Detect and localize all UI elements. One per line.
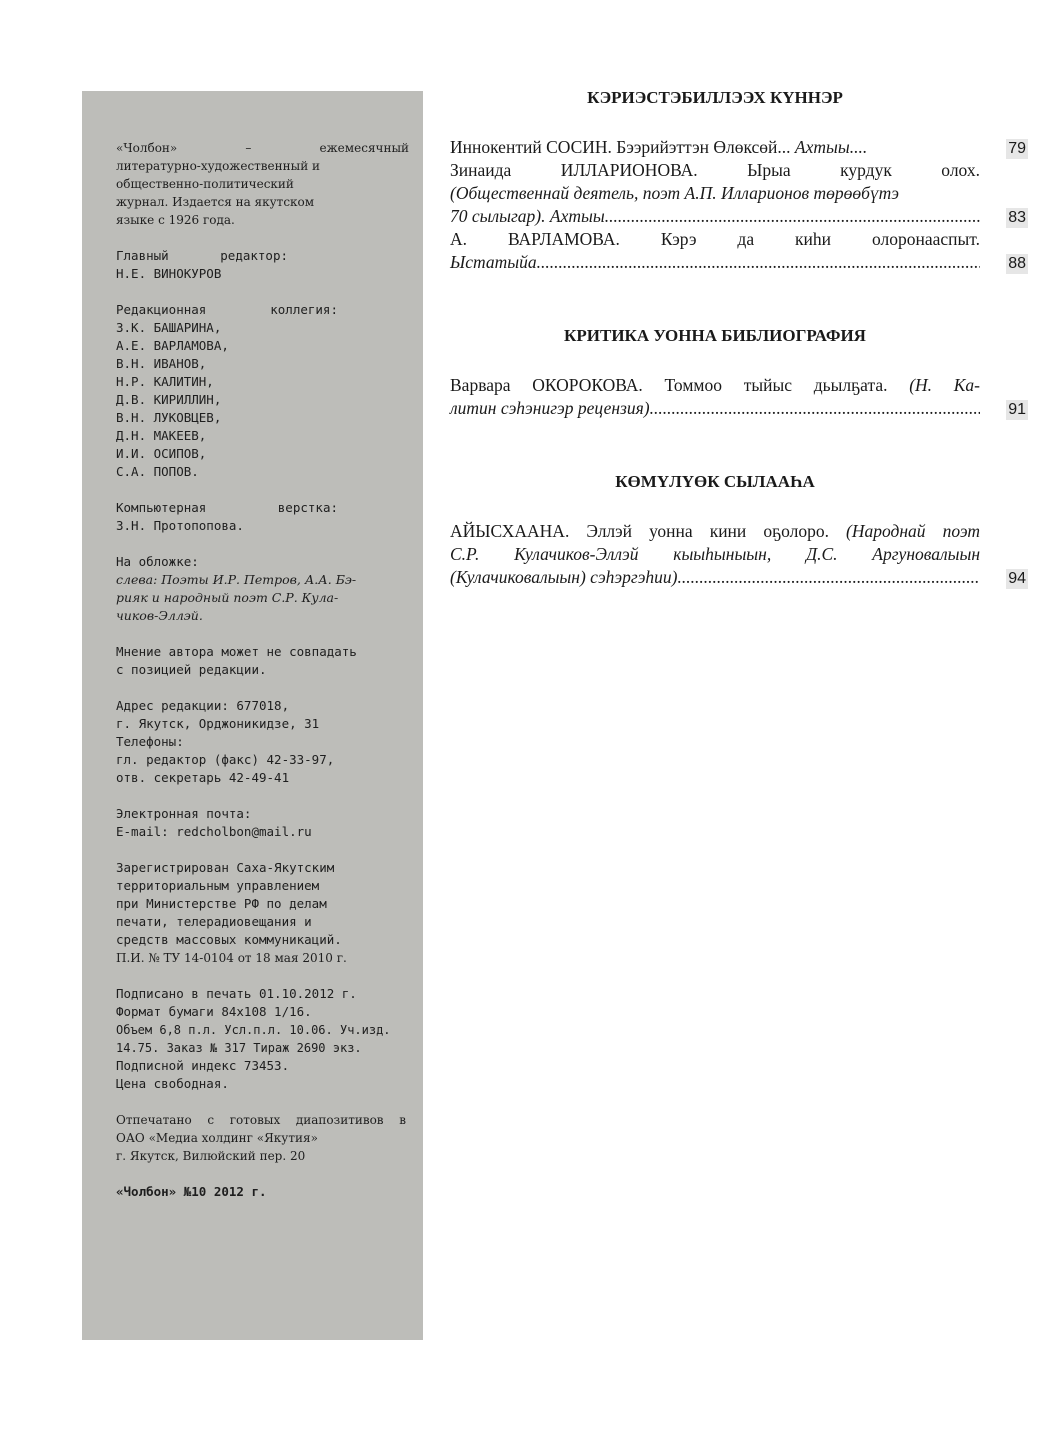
- description-line: литературно-художественный и: [116, 159, 321, 173]
- toc-entry[interactable]: [450, 520, 1040, 589]
- entry-subtitle: (Кулачиковалыын) сэһэргэһии): [450, 567, 678, 587]
- opinion-line: с позицией редакции.: [116, 662, 267, 677]
- cover-line: слева: Поэты И.Р. Петров, А.А. Бэ-: [116, 572, 357, 587]
- board-member: В.Н. ИВАНОВ,: [116, 356, 207, 371]
- layout-person: З.Н. Протопопова.: [116, 518, 244, 533]
- entry-author-title: А. ВАРЛАМОВА. Кэрэ да киһи олоронааспыт.: [450, 229, 980, 249]
- registration-line: печати, телерадиовещания и: [116, 914, 312, 929]
- address-line: гл. редактор (факс) 42-33-97,: [116, 752, 335, 767]
- email-label: Электронная почта:: [116, 806, 252, 821]
- printer-line: г. Якутск, Вилюйский пер. 20: [116, 1149, 306, 1163]
- registration-line: средств массовых коммуникаций.: [116, 932, 342, 947]
- email-block: [116, 805, 409, 841]
- description-line: «Чолбон» – ежемесячный: [116, 141, 409, 155]
- print-info-line: Подписано в печать 01.10.2012 г.: [116, 986, 357, 1001]
- chief-editor-label: Главный редактор:: [116, 248, 288, 263]
- address-line: Телефоны:: [116, 734, 184, 749]
- print-info-line: Объем 6,8 п.л. Усл.п.л. 10.06. Уч.изд.: [116, 1023, 391, 1037]
- address-line: г. Якутск, Орджоникидзе, 31: [116, 716, 320, 731]
- address-line: отв. секретарь 42-49-41: [116, 770, 290, 785]
- entry-subtitle: (Н. Ка-: [909, 375, 980, 395]
- layout-label: Компьютерная верстка:: [116, 500, 338, 515]
- board-label: Редакционная коллегия:: [116, 302, 338, 317]
- printer-line: Отпечатано с готовых диапозитивов в: [116, 1113, 406, 1127]
- entry-genre: Ахтыы....: [794, 137, 868, 157]
- cover-line: рияк и народный поэт С.Р. Кула-: [116, 590, 339, 605]
- print-info-line: 14.75. Заказ № 317 Тираж 2690 экз.: [116, 1041, 362, 1055]
- toc-entry[interactable]: [450, 374, 1040, 420]
- registration-line: П.И. № ТУ 14-0104 от 18 мая 2010 г.: [116, 951, 347, 965]
- print-info-line: Формат бумаги 84х108 1/16.: [116, 1004, 312, 1019]
- board-member: С.А. ПОПОВ.: [116, 464, 199, 479]
- printer-line: ОАО «Медиа холдинг «Якутия»: [116, 1131, 318, 1145]
- print-info-block: [116, 985, 409, 1093]
- leader-dots: [605, 205, 980, 228]
- registration-block: [116, 859, 409, 967]
- journal-description: [116, 139, 409, 229]
- page-number: 94: [1008, 570, 1026, 587]
- opinion-line: Мнение автора может не совпадать: [116, 644, 357, 659]
- masthead-sidebar: [82, 91, 423, 1340]
- print-info-line: Подписной индекс 73453.: [116, 1058, 290, 1073]
- entry-subtitle: (Народнай поэт: [846, 521, 980, 541]
- description-line: языке с 1926 года.: [116, 213, 235, 227]
- editorial-board-block: [116, 301, 409, 481]
- leader-dots: [537, 251, 980, 274]
- board-member: Д.В. КИРИЛЛИН,: [116, 392, 222, 407]
- chief-editor-block: [116, 247, 409, 283]
- board-member: З.К. БАШАРИНА,: [116, 320, 222, 335]
- page-number: 83: [1008, 209, 1026, 226]
- description-line: общественно-политический: [116, 177, 294, 191]
- address-block: [116, 697, 409, 787]
- entry-subtitle: литин сэһэнигэр рецензия): [450, 398, 650, 418]
- address-line: Адрес редакции: 677018,: [116, 698, 290, 713]
- chief-editor-name: Н.Е. ВИНОКУРОВ: [116, 266, 222, 281]
- leader-dots: [650, 397, 980, 420]
- table-of-contents: [450, 88, 1040, 589]
- board-member: И.И. ОСИПОВ,: [116, 446, 207, 461]
- section-heading: КЭРИЭСТЭБИЛЛЭЭХ КҮННЭР: [587, 88, 843, 107]
- leader-dots: [678, 566, 981, 589]
- cover-line: чиков-Эллэй.: [116, 608, 203, 623]
- toc-entry[interactable]: [450, 159, 1040, 228]
- section-heading: КРИТИКА УОННА БИБЛИОГРАФИЯ: [564, 326, 866, 345]
- email-address: E-mail: redcholbon@mail.ru: [116, 824, 312, 839]
- toc-entry[interactable]: [450, 228, 1040, 274]
- cover-credit-block: [116, 553, 409, 625]
- layout-credit-block: [116, 499, 409, 535]
- cover-label: На обложке:: [116, 554, 199, 569]
- page-number: 91: [1008, 401, 1026, 418]
- entry-subtitle: (Общественнай деятель, поэт А.П. Илларионов төрөөбүтэ: [450, 183, 900, 203]
- entry-author-title: АЙЫСХААНА. Эллэй уонна кини оҕолоро.: [450, 521, 829, 541]
- printer-block: [116, 1111, 409, 1165]
- registration-line: территориальным управлением: [116, 878, 320, 893]
- board-member: Н.Р. КАЛИТИН,: [116, 374, 214, 389]
- opinion-disclaimer: [116, 643, 409, 679]
- board-member: А.Е. ВАРЛАМОВА,: [116, 338, 229, 353]
- section-heading: КӨМҮЛҮӨК СЫЛААҺА: [615, 472, 815, 491]
- entry-genre: Ыстатыйа: [450, 252, 537, 272]
- registration-line: при Министерстве РФ по делам: [116, 896, 327, 911]
- entry-author-title: Зинаида ИЛЛАРИОНОВА. Ырыа курдук олох.: [450, 160, 980, 180]
- toc-entry[interactable]: [450, 136, 1040, 159]
- registration-line: Зарегистрирован Саха-Якутским: [116, 860, 335, 875]
- description-line: журнал. Издается на якутском: [116, 195, 315, 209]
- board-member: В.Н. ЛУКОВЦЕВ,: [116, 410, 222, 425]
- page-number: 88: [1008, 255, 1026, 272]
- entry-author-title: Варвара ОКОРОКОВА. Томмоо тыйыс дьылҕата.: [450, 375, 888, 395]
- issue-line: [116, 1183, 409, 1201]
- print-info-line: Цена свободная.: [116, 1076, 229, 1091]
- page-number: 79: [1008, 140, 1026, 157]
- entry-subtitle: С.Р. Кулачиков-Эллэй кыыһыныын, Д.С. Аргуновалыын: [450, 544, 980, 564]
- issue-number: «Чолбон» №10 2012 г.: [116, 1184, 267, 1199]
- entry-author-title: Иннокентий СОСИН. Бээрийэттэн Өлөксөй...: [450, 137, 791, 157]
- entry-subtitle: 70 сылыгар). Ахтыы: [450, 206, 605, 226]
- board-member: Д.Н. МАКЕЕВ,: [116, 428, 207, 443]
